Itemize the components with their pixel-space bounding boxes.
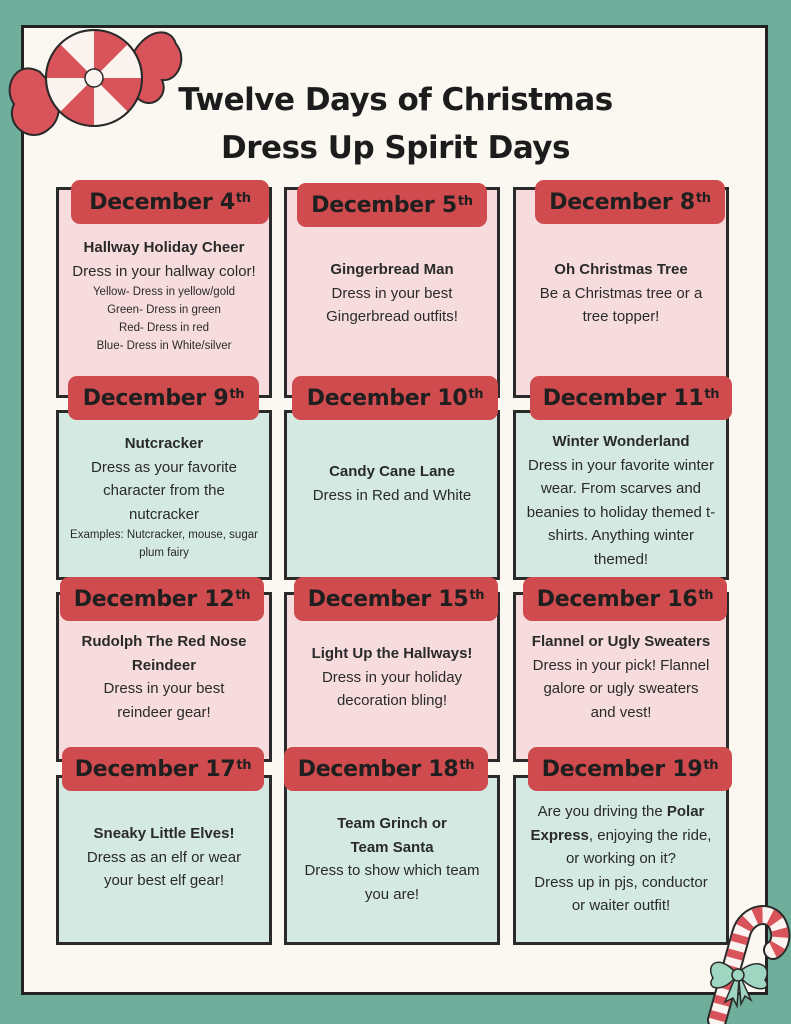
card-text-line: Dress as your favorite <box>91 458 237 476</box>
date-suffix: th <box>235 587 251 603</box>
card-text-line: Dress in your pick! Flannel <box>532 656 710 674</box>
card-text-line: character from the <box>103 482 225 499</box>
card-text-line: your best elf gear! <box>103 872 225 889</box>
card-text-line: Dress in your holiday <box>321 668 463 686</box>
card-body <box>516 258 726 329</box>
card-body <box>287 258 497 329</box>
card-heading: Light Up the Hallways! <box>311 645 473 662</box>
card-text-line: Dress in your hallway color! <box>72 262 256 280</box>
card-heading-2: Team Santa <box>350 838 434 856</box>
date-tab <box>62 747 264 791</box>
candy-cane-icon <box>695 890 791 1024</box>
day-card <box>56 775 272 945</box>
card-text-line: you are! <box>364 885 420 903</box>
date-tab <box>292 376 498 420</box>
day-card <box>284 410 500 580</box>
card-text-line: Dress in Red and White <box>312 486 472 504</box>
card-body <box>516 630 726 724</box>
date-day: 15 <box>438 586 469 612</box>
date-suffix: th <box>703 757 719 773</box>
card-body <box>287 642 497 713</box>
date-suffix: th <box>468 386 484 402</box>
date-day: 18 <box>428 756 459 782</box>
card-text-line: Dress as an elf or wear <box>86 848 242 866</box>
card-text-line: Dress in your best <box>103 680 225 697</box>
date-day: 11 <box>673 385 704 411</box>
date-tab <box>71 180 269 224</box>
card-text-bold: Express <box>530 826 589 844</box>
card-body <box>59 432 269 562</box>
date-tab <box>284 747 488 791</box>
card-small-text: Blue- Dress in White/silver <box>96 340 232 352</box>
date-day: 5 <box>441 192 457 218</box>
card-heading: Rudolph The Red Nose Reindeer <box>81 633 247 674</box>
card-text-bold: Polar <box>666 803 705 820</box>
card-text-part: Are you driving the <box>537 803 667 820</box>
card-text-line: Be a Christmas tree or a <box>539 284 703 302</box>
date-tab <box>523 577 727 621</box>
card-heading: Nutcracker <box>124 435 204 452</box>
card-body <box>287 812 497 906</box>
date-month: December <box>541 756 665 782</box>
date-month: December <box>82 385 206 411</box>
date-suffix: th <box>459 757 475 773</box>
date-day: 17 <box>205 756 236 782</box>
card-text-line: or waiter outfit! <box>571 897 671 914</box>
date-suffix: th <box>704 386 720 402</box>
date-suffix: th <box>229 386 245 402</box>
card-small-text: Yellow- Dress in yellow/gold <box>92 286 236 298</box>
card-text-part: , enjoying the ride, <box>588 826 712 844</box>
date-month: December <box>74 756 198 782</box>
card-body <box>59 236 269 355</box>
page-title <box>0 76 791 172</box>
date-month: December <box>73 586 197 612</box>
title-line-1: Twelve Days of Christmas <box>178 82 613 118</box>
card-text-line: wear. From scarves and <box>540 480 702 497</box>
card-text-line: tree topper! <box>582 308 660 325</box>
date-day: 4 <box>219 189 235 215</box>
card-heading: Hallway Holiday Cheer <box>83 239 245 256</box>
card-text-line: reindeer gear! <box>117 703 211 721</box>
date-suffix: th <box>236 757 252 773</box>
date-month: December <box>89 189 213 215</box>
card-text-line <box>526 800 716 824</box>
day-card <box>284 775 500 945</box>
date-month: December <box>549 189 673 215</box>
date-day: 12 <box>204 586 235 612</box>
date-day: 10 <box>437 385 468 411</box>
date-month: December <box>536 586 660 612</box>
card-small-text: plum fairy <box>139 547 189 559</box>
date-tab <box>535 180 725 224</box>
date-month: December <box>306 385 430 411</box>
card-text-line: beanies to holiday themed t- <box>526 503 716 521</box>
card-heading: Winter Wonderland <box>552 433 690 450</box>
card-heading: Team Grinch or <box>337 815 447 832</box>
day-card <box>513 410 729 580</box>
date-tab <box>60 577 264 621</box>
card-text-line: Gingerbread outfits! <box>326 308 458 325</box>
date-tab <box>297 183 487 227</box>
day-card <box>56 410 272 580</box>
date-suffix: th <box>698 587 714 603</box>
date-month: December <box>542 385 666 411</box>
date-tab <box>294 577 498 621</box>
date-month: December <box>297 756 421 782</box>
card-text-line: nutcracker <box>128 505 200 523</box>
date-tab <box>68 376 259 420</box>
card-heading: Sneaky Little Elves! <box>93 825 235 842</box>
date-tab <box>530 376 732 420</box>
date-tab <box>528 747 732 791</box>
card-text-line: Dress up in pjs, conductor <box>534 873 708 891</box>
card-small-text: Red- Dress in red <box>118 322 210 334</box>
card-small-text: Green- Dress in green <box>107 304 221 316</box>
date-suffix: th <box>469 587 485 603</box>
card-heading: Gingerbread Man <box>330 261 454 278</box>
date-suffix: th <box>235 190 251 206</box>
card-text-line: shirts. Anything winter <box>548 527 694 544</box>
card-body <box>287 460 497 507</box>
card-body <box>59 630 269 724</box>
card-body <box>516 430 726 571</box>
card-text-line: or working on it? <box>565 850 677 867</box>
card-heading: Oh Christmas Tree <box>554 261 688 278</box>
card-text-line: and vest! <box>590 703 652 721</box>
title-line-2: Dress Up Spirit Days <box>221 130 570 166</box>
card-text-line <box>526 824 716 848</box>
date-day: 9 <box>213 385 229 411</box>
card-text-line: decoration bling! <box>336 692 448 709</box>
date-suffix: th <box>457 193 473 209</box>
date-month: December <box>307 586 431 612</box>
card-text-line: Dress to show which team <box>304 862 480 879</box>
card-body <box>59 822 269 893</box>
date-suffix: th <box>695 190 711 206</box>
card-text-line: themed! <box>593 550 649 568</box>
card-text-line: galore or ugly sweaters <box>543 680 699 697</box>
card-text-line: Dress in your best <box>331 284 453 302</box>
card-small-text: Examples: Nutcracker, mouse, sugar <box>70 529 258 541</box>
date-day: 16 <box>667 586 698 612</box>
date-month: December <box>311 192 435 218</box>
date-day: 8 <box>679 189 695 215</box>
date-day: 19 <box>672 756 703 782</box>
card-text-line: Dress in your favorite winter <box>528 456 714 474</box>
card-heading: Candy Cane Lane <box>329 463 455 480</box>
card-heading: Flannel or Ugly Sweaters <box>531 633 711 650</box>
